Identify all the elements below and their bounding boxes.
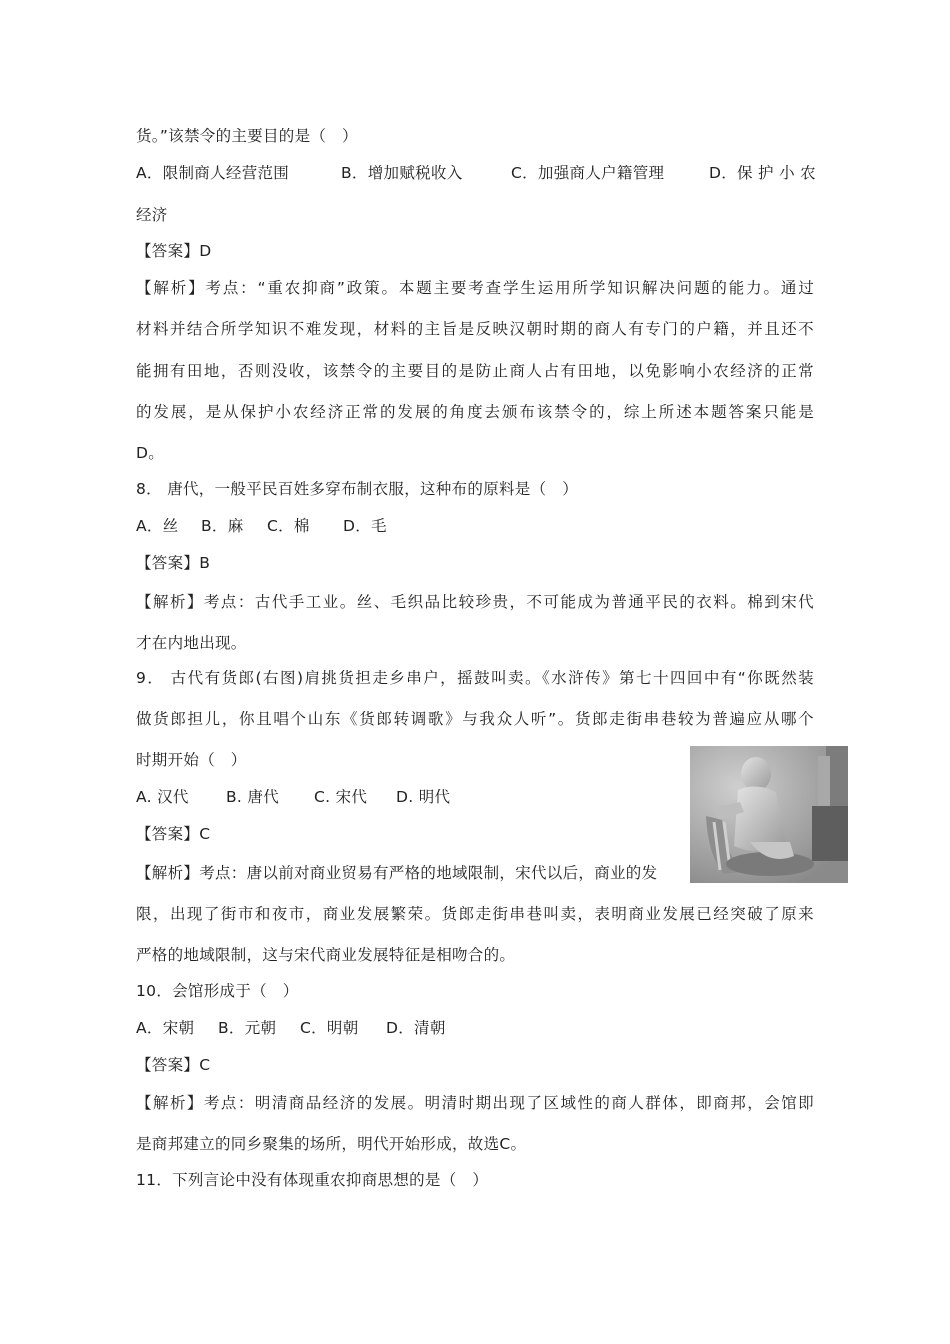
q7-stem-tail: 货。”该禁令的主要目的是（ ） [136, 127, 358, 145]
q7-option-d-cont: 经济 [136, 206, 168, 224]
q10-answer: 【答案】C [136, 1056, 211, 1074]
q7-explanation-line: 的发展，是从保护小农经济正常的发展的角度去颁布该禁令的，综上所述本题答案只能是 [136, 403, 814, 421]
q8-answer: 【答案】B [136, 554, 211, 572]
q8-explanation-line: 才在内地出现。 [136, 634, 247, 652]
q9-answer: 【答案】C [136, 825, 211, 843]
q9-option-b: B. 唐代 [226, 788, 279, 806]
q7-option-b: B．增加赋税收入 [341, 164, 463, 182]
q8-option-d: D．毛 [343, 517, 387, 535]
q7-explanation-line: 材料并结合所学知识不难发现，材料的主旨是反映汉朝时期的商人有专门的户籍，并且还不 [136, 320, 814, 338]
q7-explanation-line: D。 [136, 444, 165, 462]
q8-option-a: A．丝 [136, 517, 179, 535]
q9-option-a: A. 汉代 [136, 788, 189, 806]
q9-explanation-line: 严格的地域限制，这与宋代商业发展特征是相吻合的。 [136, 946, 516, 964]
q9-option-d: D. 明代 [396, 788, 451, 806]
q10-option-a: A．宋朝 [136, 1019, 195, 1037]
q8-stem: 8． 唐代，一般平民百姓多穿布制衣服，这种布的原料是（ ） [136, 480, 578, 498]
q8-options [136, 515, 387, 537]
q10-option-b: B．元朝 [218, 1019, 277, 1037]
q7-option-c: C．加强商人户籍管理 [511, 164, 665, 182]
q10-stem: 10．会馆形成于（ ） [136, 982, 299, 1000]
q9-stem-line: 时期开始（ ） [136, 751, 247, 769]
q7-explanation-line: 能拥有田地，否则没收，该禁令的主要目的是防止商人占有田地，以免影响小农经济的正常 [136, 362, 814, 380]
q8-option-b: B．麻 [201, 517, 244, 535]
peddler-figurine-photo [690, 746, 848, 883]
q10-option-c: C．明朝 [300, 1019, 359, 1037]
q10-explanation-line: 【解析】考点：明清商品经济的发展。明清时期出现了区域性的商人群体，即商邦，会馆即 [136, 1094, 814, 1112]
q9-stem-line: 9． 古代有货郎(右图)肩挑货担走乡串户，摇鼓叫卖。《水浒传》第七十四回中有“你既然装 [136, 669, 814, 687]
q7-options [136, 162, 816, 184]
q9-explanation-line: 【解析】考点：唐以前对商业贸易有严格的地域限制，宋代以后，商业的发 [136, 864, 658, 882]
q8-option-c: C．棉 [267, 517, 310, 535]
q9-stem-line: 做货郎担儿，你且唱个山东《货郎转调歌》与我众人听”。货郎走街串巷较为普遍应从哪个 [136, 710, 814, 728]
q10-explanation-line: 是商邦建立的同乡聚集的场所，明代开始形成，故选C。 [136, 1135, 527, 1153]
q10-options [136, 1017, 446, 1039]
q10-option-d: D．清朝 [386, 1019, 446, 1037]
q9-options [136, 786, 450, 808]
q7-option-d: D．保 护 小 农 [709, 164, 816, 182]
q7-answer: 【答案】D [136, 242, 212, 260]
q8-explanation-line: 【解析】考点：古代手工业。丝、毛织品比较珍贵，不可能成为普通平民的衣料。棉到宋代 [136, 593, 814, 611]
q9-explanation-line: 限，出现了街市和夜市，商业发展繁荣。货郎走街串巷叫卖，表明商业发展已经突破了原来 [136, 905, 814, 923]
q11-stem: 11．下列言论中没有体现重农抑商思想的是（ ） [136, 1171, 489, 1189]
q7-explanation-line: 【解析】考点：“重农抑商”政策。本题主要考查学生运用所学知识解决问题的能力。通过 [136, 279, 814, 297]
q7-option-a: A．限制商人经营范围 [136, 164, 290, 182]
q9-option-c: C. 宋代 [314, 788, 368, 806]
peddler-figurine-icon [690, 746, 848, 883]
